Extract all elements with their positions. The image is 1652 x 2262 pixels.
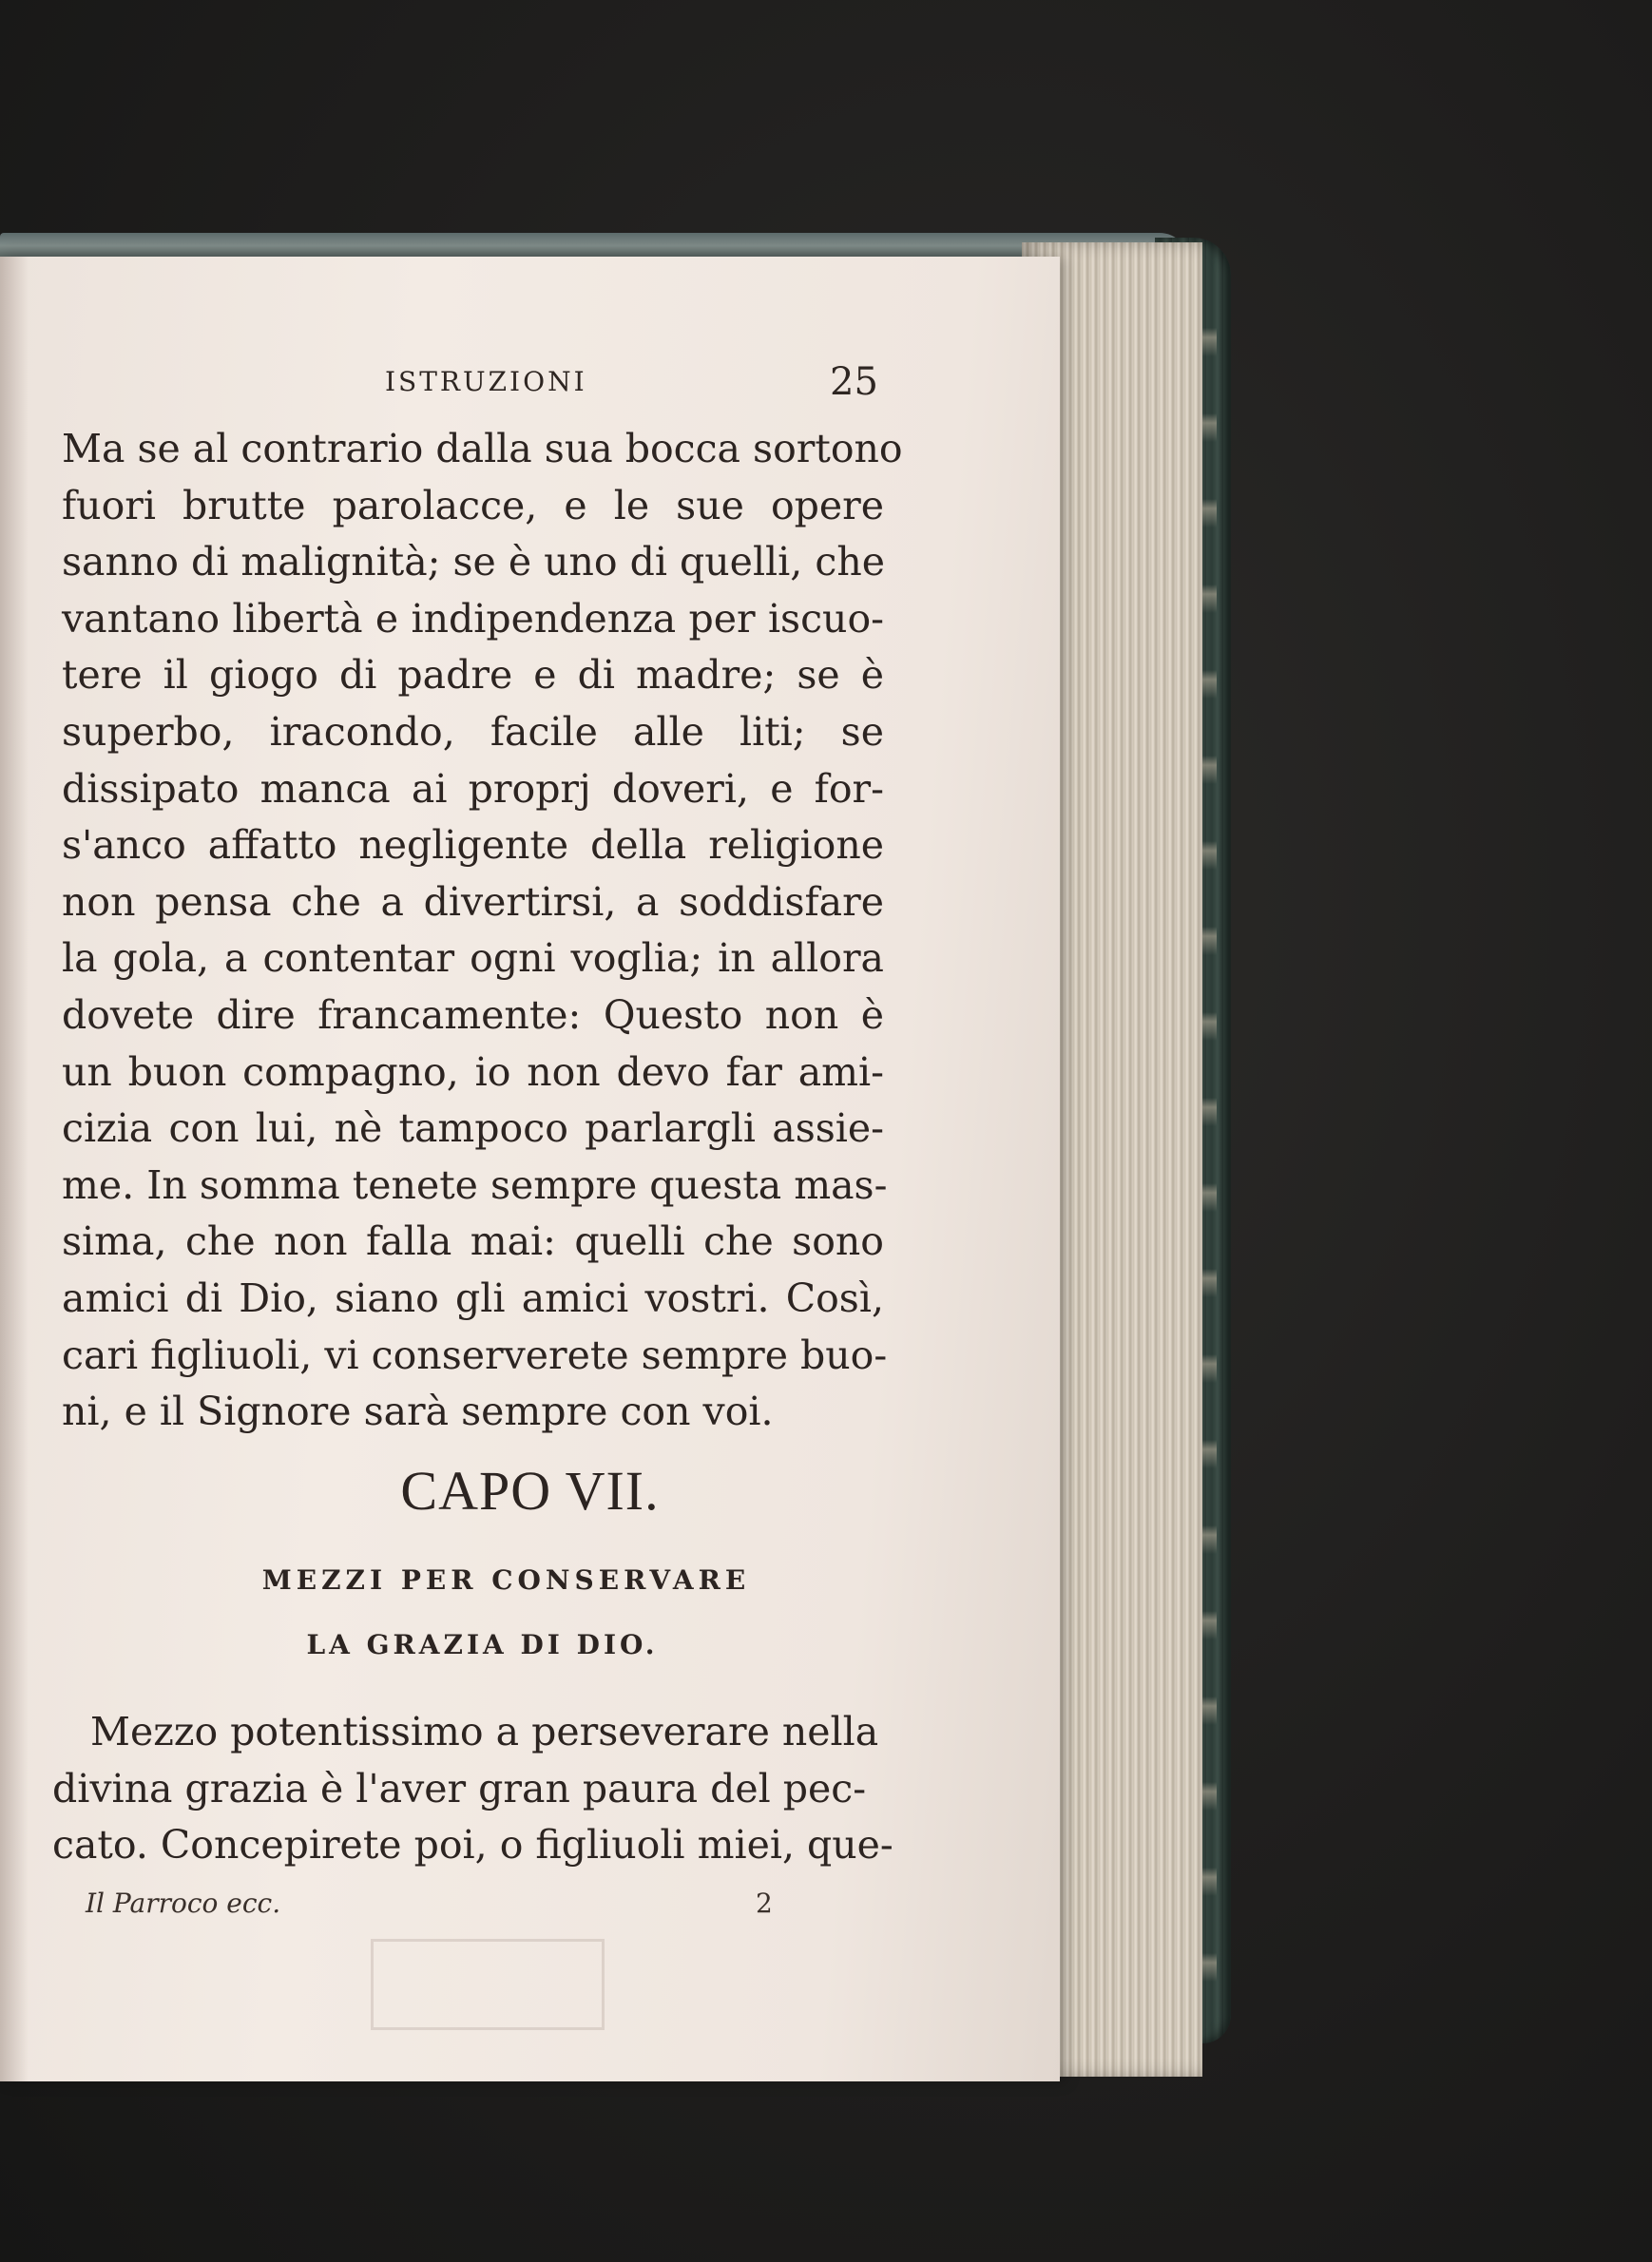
- running-head-title: ISTRUZIONI: [385, 366, 587, 397]
- text-line: amici di Dio, siano gli amici vostri. Così,: [62, 1275, 884, 1321]
- body-text-part2: [52, 1704, 893, 1874]
- body-text-part1: [62, 421, 903, 1441]
- chapter-title: CAPO VII.: [400, 1460, 660, 1522]
- printer-signature: [0, 1888, 1060, 1926]
- text-line: vantano libertà e indipendenza per iscuo-: [62, 595, 884, 642]
- page-gutter-shade: [0, 257, 29, 2081]
- chapter-subtitle-2: LA GRAZIA DI DIO.: [306, 1629, 659, 1660]
- running-head: [0, 360, 1060, 413]
- text-line: ni, e il Signore sarà sempre con voi.: [62, 1389, 774, 1435]
- text-line: superbo, iracondo, facile alle liti; se: [62, 708, 884, 755]
- text-line: sima, che non falla mai: quelli che sono: [62, 1218, 884, 1265]
- text-line: cari figliuoli, vi conserverete sempre buo-: [62, 1332, 888, 1378]
- faded-library-stamp: [371, 1939, 605, 2030]
- signature-title: Il Parroco ecc.: [86, 1888, 281, 1919]
- text-line: tere il giogo di padre e di madre; se è: [62, 652, 884, 699]
- text-line: non pensa che a divertirsi, a soddisfare: [62, 878, 884, 925]
- chapter-subtitle-1: MEZZI PER CONSERVARE: [261, 1564, 751, 1596]
- text-line: la gola, a contentar ogni voglia; in allora: [62, 935, 884, 982]
- text-line: dovete dire francamente: Questo non è: [62, 991, 884, 1038]
- page-number: 25: [830, 360, 878, 404]
- text-line: cizia con lui, nè tampoco parlargli assie-: [62, 1105, 884, 1152]
- text-line: fuori brutte parolacce, e le sue opere: [62, 482, 884, 528]
- text-line: sanno di malignità; se è uno di quelli, che: [62, 539, 885, 585]
- text-line: un buon compagno, io non devo far ami-: [62, 1048, 884, 1095]
- signature-mark: 2: [756, 1888, 773, 1919]
- text-line: s'anco affatto negligente della religione: [62, 822, 884, 869]
- text-line: me. In somma tenete sempre questa mas-: [62, 1161, 888, 1208]
- text-line: Ma se al contrario dalla sua bocca sortono: [62, 426, 903, 471]
- text-line: dissipato manca ai proprj doveri, e for-: [62, 765, 884, 812]
- text-line: divina grazia è l'aver gran paura del pec-: [52, 1765, 867, 1812]
- text-line: cato. Concepirete poi, o figliuoli miei, que-: [52, 1822, 893, 1869]
- text-line: Mezzo potentissimo a perseverare nella: [90, 1709, 879, 1754]
